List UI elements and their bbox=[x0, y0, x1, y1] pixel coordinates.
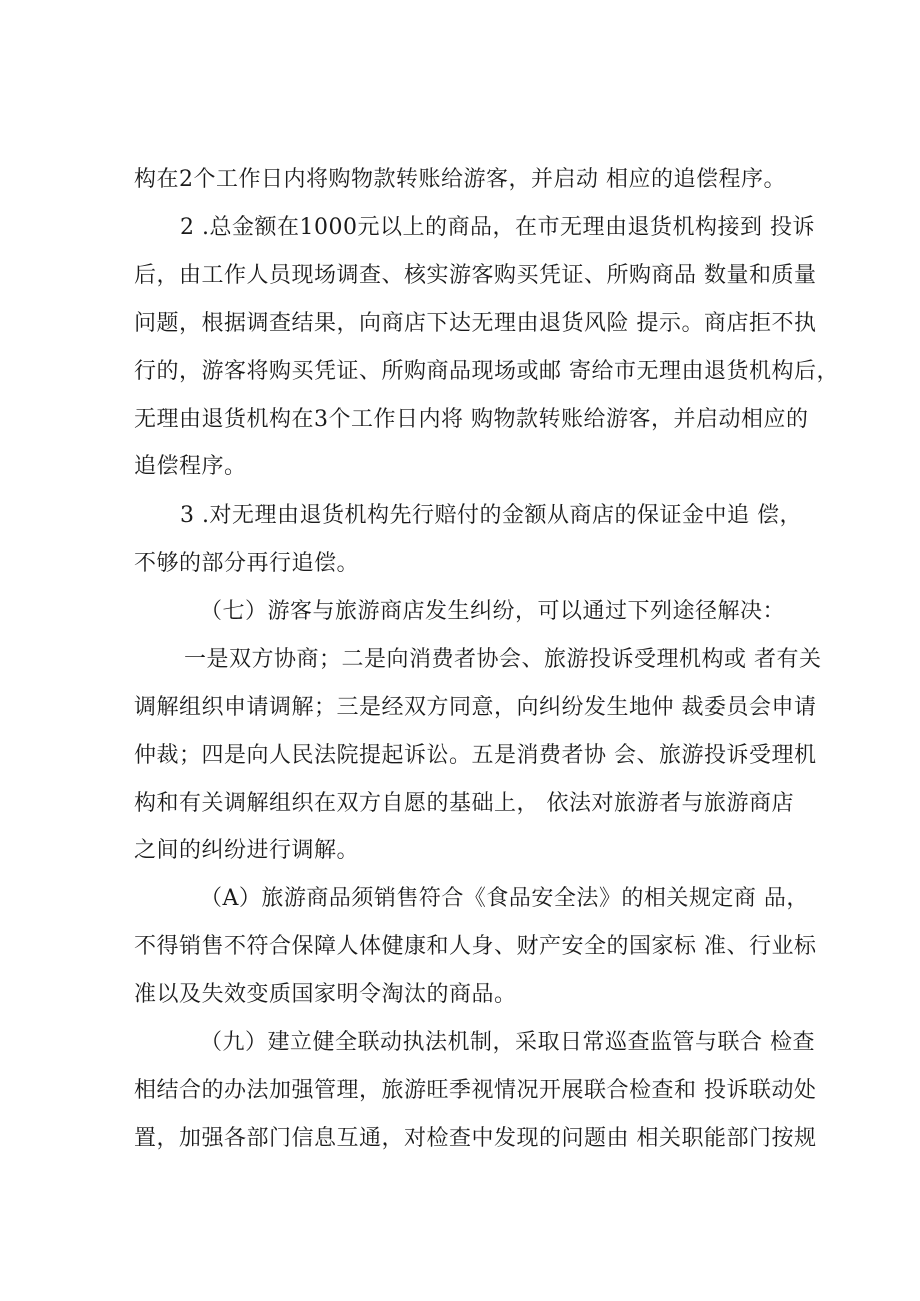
paragraph-line: 行的，游客将购买凭证、所购商品现场或邮 寄给市无理由退货机构后， bbox=[134, 359, 839, 384]
paragraph-line: 构和有关调解组织在双方自愿的基础上， 依法对旅游者与旅游商店 bbox=[134, 791, 794, 816]
paragraph-line: 3 .对无理由退货机构先行赔付的金额从商店的保证金中追 偿， bbox=[180, 503, 802, 528]
paragraph-line: 问题，根据调查结果，向商店下达无理由退货风险 提示。商店拒不执 bbox=[134, 311, 817, 336]
paragraph-line: 追偿程序。 bbox=[134, 454, 247, 479]
section-heading: （九）建立健全联动执法机制，采取日常巡查监管与联合 检查 bbox=[200, 1030, 815, 1055]
paragraph-line: 构在2个工作日内将购物款转账给游客，并启动 相应的追偿程序。 bbox=[134, 167, 786, 192]
paragraph-line: 不够的部分再行追偿。 bbox=[134, 551, 360, 576]
paragraph-line: 无理由退货机构在3个工作日内将 购物款转账给游客，并启动相应的 bbox=[134, 407, 809, 432]
section-heading: （A）旅游商品须销售符合《食品安全法》的相关规定商 品， bbox=[200, 886, 809, 911]
paragraph-line: 仲裁；四是向人民法院提起诉讼。五是消费者协 会、旅游投诉受理机 bbox=[134, 743, 817, 768]
paragraph-line: 一是双方协商；二是向消费者协会、旅游投诉受理机构或 者有关 bbox=[184, 647, 822, 672]
paragraph-line: 置，加强各部门信息互通，对检查中发现的问题由 相关职能部门按规 bbox=[134, 1126, 817, 1151]
paragraph-line: 之间的纠纷进行调解。 bbox=[134, 838, 360, 863]
paragraph-line: 后，由工作人员现场调查、核实游客购买凭证、所购商品 数量和质量 bbox=[134, 263, 817, 288]
paragraph-line: 相结合的办法加强管理，旅游旺季视情况开展联合检查和 投诉联动处 bbox=[134, 1078, 817, 1103]
paragraph-line: 调解组织申请调解；三是经双方同意，向纠纷发生地仲 裁委员会申请 bbox=[134, 695, 817, 720]
section-heading: （七）游客与旅游商店发生纠纷，可以通过下列途径解决： bbox=[200, 599, 786, 624]
paragraph-line: 准以及失效变质国家明令淘汰的商品。 bbox=[134, 982, 517, 1007]
paragraph-line: 2 .总金额在1000元以上的商品，在市无理由退货机构接到 投诉 bbox=[180, 215, 815, 240]
paragraph-line: 不得销售不符合保障人体健康和人身、财产安全的国家标 准、行业标 bbox=[134, 934, 817, 959]
